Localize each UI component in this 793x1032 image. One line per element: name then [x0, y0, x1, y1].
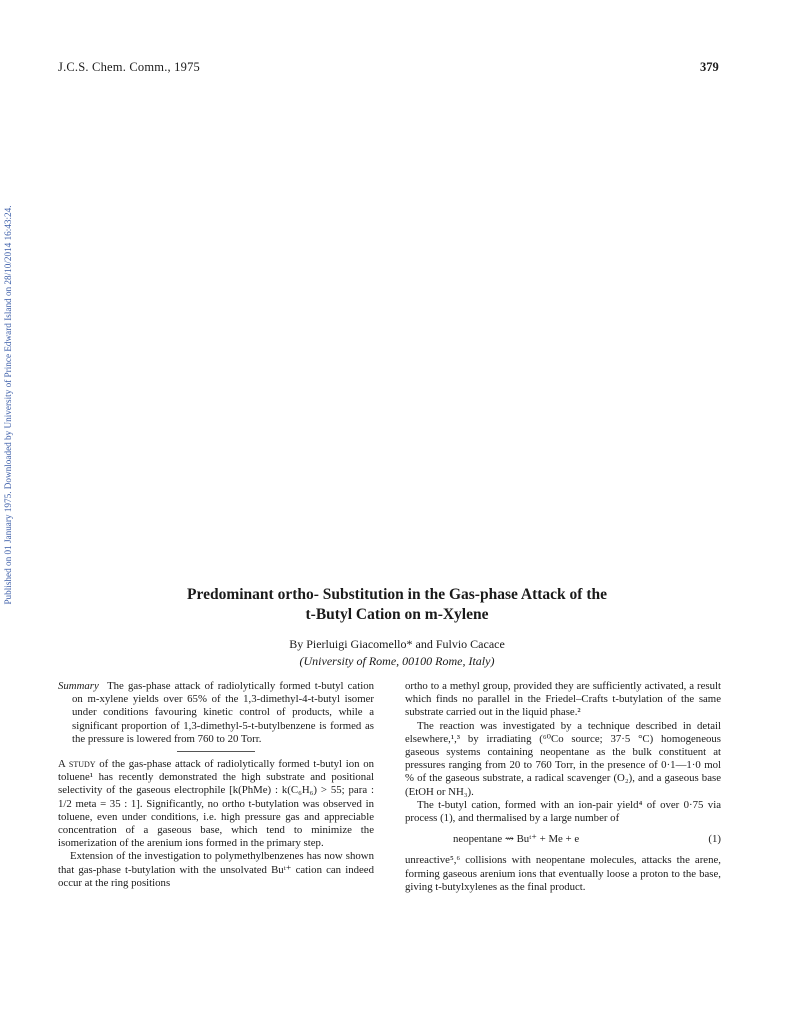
paragraph-1 [58, 758, 374, 850]
left-column [58, 680, 374, 890]
paragraph-3: ortho to a methyl group, provided they are sufficiently activated, a result which finds no parallel in the Friedel–Crafts t-butylation of the same substrate carried out in the liquid phase.² [405, 680, 721, 719]
paragraph-lead: A study [58, 758, 96, 771]
sidebar-note [0, 150, 16, 660]
right-column [405, 680, 721, 894]
sidebar-note-text: Published on 01 January 1975. Downloaded by University of Prince Edward Island on 28/10/2014 16:43:24. [3, 205, 13, 605]
affiliation: (University of Rome, 00100 Rome, Italy) [299, 654, 495, 668]
section-divider [177, 751, 255, 752]
article-title [80, 585, 714, 625]
equation-text: neopentane ⇝ Buᵗ⁺ + Me + e [453, 833, 580, 846]
paragraph-2: Extension of the investigation to polymethylbenzenes has now shown that gas-phase t-butylation with the unsolvated Buᵗ⁺ cation can indeed occur at the ring positions [58, 850, 374, 889]
paragraph-5: The t-butyl cation, formed with an ion-pair yield⁴ of over 0·75 via process (1), and thermalised by a large number of [405, 798, 721, 825]
authors: By Pierluigi Giacomello* and Fulvio Cacace [289, 637, 505, 651]
paragraph-1-text: of the gas-phase attack of radiolytically formed t-butyl ion on toluene¹ has recently demonstrated the high substrate and positional selectivity of the gaseous electrophile [k(PhMe) : k(C₆H₆) > 55; para : 1/2 meta = 35 : 1]. Significantly, no ortho t-butylation was observed in toluene, even under conditions, i.e. high pressure gas and appreciable concentration of a gaseous base, which tend to minimize the isomerization of the arenium ions formed in the primary step. [58, 758, 374, 850]
paragraph-6: unreactive⁵,⁶ collisions with neopentane molecules, attacks the arene, forming gaseous arenium ions that eventually loose a proton to the base, giving t-butylxylenes as the final product. [405, 854, 721, 893]
summary-text: The gas-phase attack of radiolytically formed t-butyl cation on m-xylene yields over 65% of the 1,3-dimethyl-4-t-butyl isomer under conditions favouring kinetic control of products, while a significant proportion of 1,3-dimethyl-5-t-butylbenzene is formed as the pressure is lowered from 760 to 20 Torr. [72, 680, 374, 745]
journal-header: J.C.S. Chem. Comm., 1975 [58, 60, 200, 74]
title-line-2: t-Butyl Cation on m-Xylene [305, 606, 489, 623]
summary-label: Summary [58, 680, 99, 692]
equation-1 [405, 833, 721, 846]
paragraph-4: The reaction was investigated by a technique described in detail elsewhere,¹,³ by irradiating (⁶⁰Co source; 37·5 °C) homogeneous gaseous systems containing neopentane as the bulk constituent at pressures ranging from 20 to 760 Torr, in the presence of 0·1—1·0 mol % of the gaseous substrate, a radical scavenger (O₂), and a gaseous base (EtOH or NH₃). [405, 719, 721, 798]
title-line-1: Predominant ortho- Substitution in the Gas-phase Attack of the [187, 586, 607, 603]
equation-number: (1) [708, 833, 721, 846]
page-number: 379 [700, 60, 719, 74]
summary [58, 680, 374, 746]
